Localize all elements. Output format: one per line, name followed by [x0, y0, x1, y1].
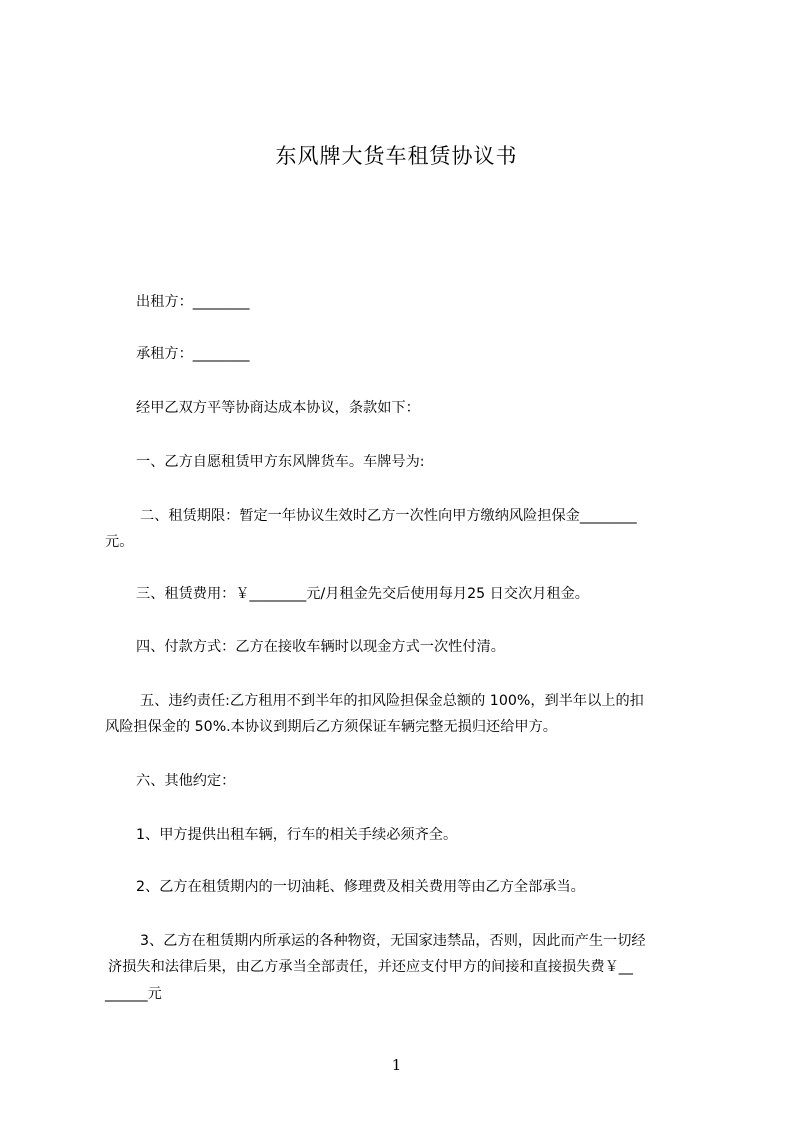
other-term-3-line-1: 3、乙方在租赁期内所承运的各种物资，无国家违禁品，否则，因此而产生一切经	[140, 933, 646, 949]
clause-2-line-2: 元。	[105, 534, 134, 550]
page-number: 1	[391, 1056, 402, 1074]
clause-1: 一、乙方自愿租赁甲方东风牌货车。车牌号为:	[136, 454, 425, 470]
lessee-line: 承租方：________	[136, 346, 250, 362]
document-title: 东风牌大货车租赁协议书	[275, 144, 518, 168]
clause-6-heading: 六、其他约定：	[136, 773, 236, 789]
clause-5-line-1: 五、违约责任:乙方租用不到半年的扣风险担保金总额的 100%，到半年以上的扣	[140, 693, 644, 709]
intro-paragraph: 经甲乙双方平等协商达成本协议，条款如下：	[136, 400, 420, 416]
other-term-1: 1、甲方提供出租车辆，行车的相关手续必须齐全。	[136, 827, 458, 843]
other-term-3-line-2: 济损失和法律后果，由乙方承当全部责任，并还应支付甲方的间接和直接损失费￥__	[108, 959, 633, 975]
other-term-2: 2、乙方在租赁期内的一切油耗、修理费及相关费用等由乙方全部承当。	[136, 879, 585, 895]
clause-4: 四、付款方式：乙方在接收车辆时以现金方式一次性付清。	[136, 639, 505, 655]
lessor-line: 出租方：________	[136, 294, 250, 310]
other-term-3-line-3: ______元	[105, 986, 162, 1002]
clause-2-line-1: 二、租赁期限：暂定一年协议生效时乙方一次性向甲方缴纳风险担保金________	[140, 508, 637, 524]
clause-3: 三、租赁费用：￥________元/月租金先交后使用每月25 日交次月租金。	[136, 586, 589, 602]
clause-5-line-2: 风险担保金的 50%.本协议到期后乙方须保证车辆完整无损归还给甲方。	[105, 719, 557, 735]
